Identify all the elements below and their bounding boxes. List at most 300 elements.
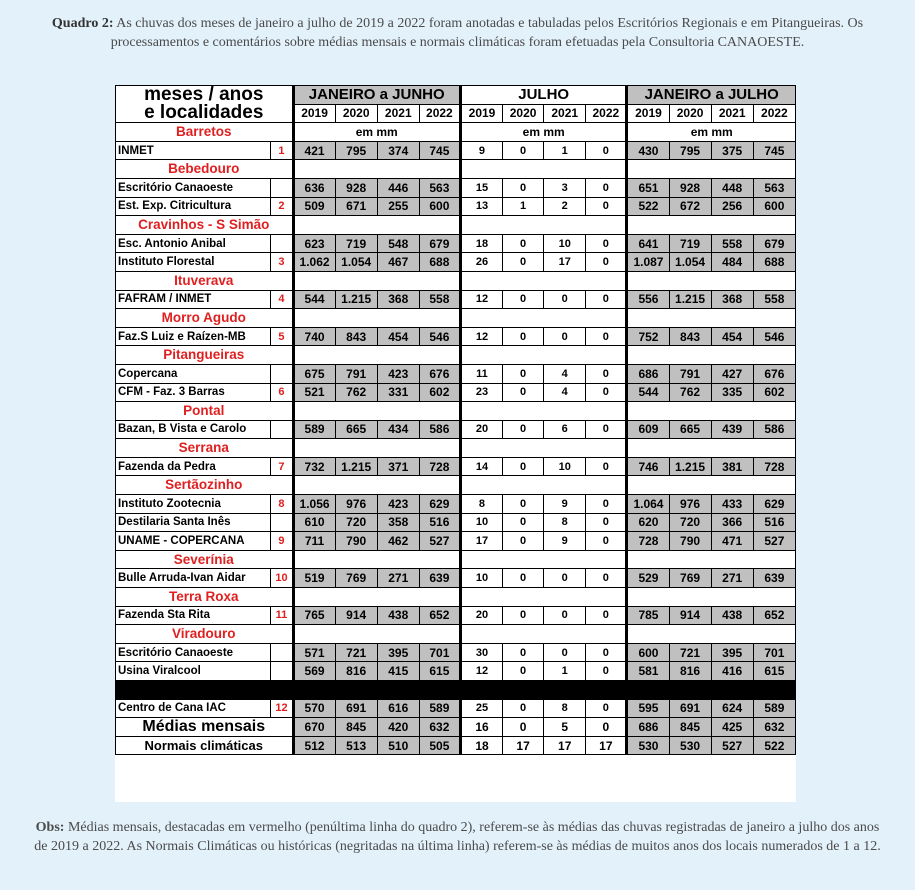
rainfall-value: 569	[293, 662, 335, 681]
unit-cell-jan-jul: em mm	[627, 123, 796, 142]
rainfall-value: 371	[377, 457, 419, 476]
unit-cell-jan-jul	[627, 476, 796, 495]
location-name: Esc. Antonio Anibal	[116, 234, 271, 253]
year-header: 2019	[627, 104, 669, 123]
rainfall-value: 719	[669, 234, 711, 253]
unit-cell-jan-jul	[627, 271, 796, 290]
table-row	[116, 253, 796, 272]
rainfall-value: 651	[627, 178, 669, 197]
rainfall-value: 415	[377, 662, 419, 681]
rainfall-value: 430	[627, 141, 669, 160]
city-name: Pontal	[116, 402, 294, 421]
city-name: Terra Roxa	[116, 588, 294, 607]
rainfall-value: 0	[503, 290, 544, 309]
rainfall-value: 434	[377, 420, 419, 439]
location-name: Instituto Zootecnia	[116, 495, 271, 514]
separator-line	[116, 681, 796, 700]
rainfall-value: 423	[377, 495, 419, 514]
rainfall-value: 765	[293, 606, 335, 625]
rainfall-value: 3	[544, 178, 586, 197]
rainfall-value: 256	[711, 197, 753, 216]
rainfall-value: 719	[335, 234, 377, 253]
rainfall-value: 462	[377, 532, 419, 551]
rainfall-value: 26	[460, 253, 502, 272]
rainfall-value: 720	[669, 513, 711, 532]
rainfall-value: 1.087	[627, 253, 669, 272]
unit-cell-jan-jul	[627, 309, 796, 328]
rainfall-value: 5	[544, 718, 586, 737]
rainfall-value: 368	[711, 290, 753, 309]
city-name: Bebedouro	[116, 160, 294, 179]
rainfall-value: 914	[669, 606, 711, 625]
rainfall-value: 1	[503, 197, 544, 216]
obs-label: Obs:	[35, 820, 65, 835]
rainfall-value: 20	[460, 606, 502, 625]
location-name: Escritório Canaoeste	[116, 643, 271, 662]
rainfall-value: 15	[460, 178, 502, 197]
rainfall-value: 438	[377, 606, 419, 625]
rainfall-value: 586	[753, 420, 795, 439]
rainfall-value: 521	[293, 383, 335, 402]
rainfall-value: 381	[711, 457, 753, 476]
rainfall-value: 609	[627, 420, 669, 439]
unit-cell-jan-jun	[293, 309, 460, 328]
period-header: JANEIRO a JULHO	[627, 86, 796, 105]
rainfall-value: 728	[419, 457, 460, 476]
rainfall-table-image	[115, 85, 796, 802]
rainfall-value: 620	[627, 513, 669, 532]
location-name: Bazan, B Vista e Carolo	[116, 420, 271, 439]
table-row	[116, 383, 796, 402]
location-number: 8	[271, 495, 293, 514]
rainfall-value: 10	[460, 513, 502, 532]
location-number: 6	[271, 383, 293, 402]
rainfall-value: 0	[503, 513, 544, 532]
rainfall-value: 762	[669, 383, 711, 402]
table-row	[116, 662, 796, 681]
rainfall-value: 641	[627, 234, 669, 253]
rainfall-value: 546	[419, 327, 460, 346]
rainfall-value: 0	[544, 569, 586, 588]
city-row	[116, 625, 796, 644]
header-title: meses / anos	[116, 86, 294, 105]
rainfall-value: 762	[335, 383, 377, 402]
rainfall-value: 0	[503, 718, 544, 737]
city-row	[116, 123, 796, 142]
rainfall-value: 688	[753, 253, 795, 272]
rainfall-value: 0	[544, 643, 586, 662]
rainfall-value: 516	[419, 513, 460, 532]
rainfall-value: 421	[293, 141, 335, 160]
rainfall-value: 790	[335, 532, 377, 551]
rainfall-value: 454	[711, 327, 753, 346]
rainfall-value: 732	[293, 457, 335, 476]
rainfall-value: 795	[335, 141, 377, 160]
location-number	[271, 662, 293, 681]
city-row	[116, 216, 796, 235]
table-row	[116, 290, 796, 309]
unit-cell-jul	[460, 550, 626, 569]
rainfall-value: 0	[503, 383, 544, 402]
unit-cell-jan-jul	[627, 346, 796, 365]
rainfall-value: 4	[544, 364, 586, 383]
rainfall-value: 686	[627, 364, 669, 383]
table-caption	[30, 14, 885, 52]
unit-cell-jul	[460, 625, 626, 644]
rainfall-value: 510	[377, 736, 419, 755]
location-number	[271, 643, 293, 662]
rainfall-value: 0	[586, 253, 627, 272]
rainfall-value: 0	[503, 606, 544, 625]
rainfall-value: 570	[293, 699, 335, 718]
table-row	[116, 606, 796, 625]
table-row	[116, 197, 796, 216]
rainfall-value: 10	[544, 457, 586, 476]
rainfall-value: 448	[711, 178, 753, 197]
rainfall-value: 12	[460, 327, 502, 346]
rainfall-value: 1.062	[293, 253, 335, 272]
rainfall-value: 769	[335, 569, 377, 588]
rainfall-value: 563	[753, 178, 795, 197]
rainfall-value: 623	[293, 234, 335, 253]
rainfall-value: 366	[711, 513, 753, 532]
rainfall-value: 0	[586, 178, 627, 197]
unit-cell-jul	[460, 216, 626, 235]
rainfall-value: 0	[586, 197, 627, 216]
period-header: JANEIRO a JUNHO	[293, 86, 460, 105]
unit-cell-jan-jul	[627, 550, 796, 569]
location-number	[271, 234, 293, 253]
rainfall-value: 0	[586, 718, 627, 737]
rainfall-value: 17	[544, 736, 586, 755]
rainfall-value: 446	[377, 178, 419, 197]
rainfall-value: 665	[335, 420, 377, 439]
rainfall-value: 423	[377, 364, 419, 383]
rainfall-value: 1.054	[335, 253, 377, 272]
rainfall-value: 395	[377, 643, 419, 662]
rainfall-value: 843	[669, 327, 711, 346]
rainfall-value: 0	[544, 606, 586, 625]
year-header: 2022	[586, 104, 627, 123]
rainfall-value: 752	[627, 327, 669, 346]
unit-cell-jan-jun	[293, 216, 460, 235]
rainfall-value: 679	[753, 234, 795, 253]
rainfall-value: 843	[335, 327, 377, 346]
table-row	[116, 234, 796, 253]
rainfall-value: 11	[460, 364, 502, 383]
rainfall-value: 629	[753, 495, 795, 514]
location-number: 12	[271, 699, 293, 718]
rainfall-value: 679	[419, 234, 460, 253]
rainfall-value: 10	[460, 569, 502, 588]
rainfall-value: 0	[503, 495, 544, 514]
rainfall-value: 652	[753, 606, 795, 625]
rainfall-value: 519	[293, 569, 335, 588]
rainfall-value: 624	[711, 699, 753, 718]
rainfall-value: 0	[544, 290, 586, 309]
rainfall-value: 375	[711, 141, 753, 160]
rainfall-value: 12	[460, 290, 502, 309]
rainfall-value: 1.064	[627, 495, 669, 514]
rainfall-value: 600	[419, 197, 460, 216]
rainfall-value: 581	[627, 662, 669, 681]
rainfall-value: 516	[753, 513, 795, 532]
rainfall-value: 454	[377, 327, 419, 346]
rainfall-value: 30	[460, 643, 502, 662]
rainfall-value: 548	[377, 234, 419, 253]
location-number: 2	[271, 197, 293, 216]
location-number: 5	[271, 327, 293, 346]
unit-cell-jan-jul	[627, 160, 796, 179]
rainfall-value: 816	[669, 662, 711, 681]
rainfall-value: 0	[586, 643, 627, 662]
city-row	[116, 439, 796, 458]
rainfall-value: 589	[753, 699, 795, 718]
rainfall-value: 976	[669, 495, 711, 514]
rainfall-value: 513	[335, 736, 377, 755]
unit-cell-jul	[460, 346, 626, 365]
rainfall-value: 8	[544, 699, 586, 718]
unit-cell-jan-jun	[293, 271, 460, 290]
rainfall-value: 928	[669, 178, 711, 197]
rainfall-value: 0	[586, 532, 627, 551]
rainfall-value: 25	[460, 699, 502, 718]
rainfall-value: 745	[753, 141, 795, 160]
rainfall-value: 467	[377, 253, 419, 272]
rainfall-value: 9	[544, 495, 586, 514]
location-number: 11	[271, 606, 293, 625]
rainfall-value: 17	[586, 736, 627, 755]
rainfall-value: 271	[711, 569, 753, 588]
city-name: Serrana	[116, 439, 294, 458]
location-name: Escritório Canaoeste	[116, 178, 271, 197]
city-row	[116, 588, 796, 607]
rainfall-value: 0	[544, 327, 586, 346]
rainfall-value: 691	[669, 699, 711, 718]
rainfall-table	[115, 85, 796, 755]
location-name: Centro de Cana IAC	[116, 699, 271, 718]
location-name: Bulle Arruda-Ivan Aidar	[116, 569, 271, 588]
rainfall-value: 795	[669, 141, 711, 160]
rainfall-value: 18	[460, 234, 502, 253]
rainfall-value: 0	[586, 234, 627, 253]
rainfall-value: 785	[627, 606, 669, 625]
rainfall-value: 0	[503, 253, 544, 272]
rainfall-value: 17	[460, 532, 502, 551]
rainfall-value: 1.054	[669, 253, 711, 272]
year-header: 2022	[753, 104, 795, 123]
location-number	[271, 513, 293, 532]
location-name: Copercana	[116, 364, 271, 383]
city-row	[116, 476, 796, 495]
rainfall-value: 0	[586, 327, 627, 346]
table-row	[116, 141, 796, 160]
rainfall-value: 602	[419, 383, 460, 402]
rainfall-value: 728	[753, 457, 795, 476]
location-number: 3	[271, 253, 293, 272]
rainfall-value: 691	[335, 699, 377, 718]
rainfall-value: 2	[544, 197, 586, 216]
rainfall-value: 0	[503, 364, 544, 383]
rainfall-value: 20	[460, 420, 502, 439]
rainfall-value: 652	[419, 606, 460, 625]
unit-cell-jan-jul	[627, 216, 796, 235]
rainfall-value: 13	[460, 197, 502, 216]
location-number: 4	[271, 290, 293, 309]
rainfall-value: 420	[377, 718, 419, 737]
rainfall-value: 527	[419, 532, 460, 551]
location-number: 1	[271, 141, 293, 160]
unit-cell-jul: em mm	[460, 123, 626, 142]
rainfall-value: 527	[711, 736, 753, 755]
location-name: Est. Exp. Citricultura	[116, 197, 271, 216]
rainfall-value: 0	[503, 569, 544, 588]
rainfall-value: 665	[669, 420, 711, 439]
rainfall-value: 18	[460, 736, 502, 755]
rainfall-value: 632	[753, 718, 795, 737]
rainfall-value: 255	[377, 197, 419, 216]
rainfall-value: 914	[335, 606, 377, 625]
rainfall-value: 509	[293, 197, 335, 216]
rainfall-value: 720	[335, 513, 377, 532]
rainfall-value: 374	[377, 141, 419, 160]
location-name: Faz.S Luiz e Raízen-MB	[116, 327, 271, 346]
rainfall-value: 558	[419, 290, 460, 309]
year-header: 2021	[377, 104, 419, 123]
location-name: INMET	[116, 141, 271, 160]
rainfall-value: 17	[544, 253, 586, 272]
location-name: FAFRAM / INMET	[116, 290, 271, 309]
year-header: 2019	[460, 104, 502, 123]
table-row	[116, 364, 796, 383]
unit-cell-jan-jun	[293, 476, 460, 495]
location-number	[271, 364, 293, 383]
rainfall-value: 845	[669, 718, 711, 737]
rainfall-value: 1	[544, 662, 586, 681]
caption-text: As chuvas dos meses de janeiro a julho de 2019 a 2022 foram anotadas e tabuladas pelos Escritórios Regionais e em Pitangueiras. Os processamentos e comentários sobre médias mensais e normais climáticas foram efetuadas pela Consultoria CANAOESTE.	[110, 16, 864, 50]
table-row	[116, 495, 796, 514]
rainfall-value: 544	[293, 290, 335, 309]
rainfall-value: 0	[586, 141, 627, 160]
rainfall-value: 529	[627, 569, 669, 588]
location-name: Fazenda da Pedra	[116, 457, 271, 476]
city-name: Viradouro	[116, 625, 294, 644]
location-name: CFM - Faz. 3 Barras	[116, 383, 271, 402]
rainfall-value: 0	[586, 606, 627, 625]
rainfall-value: 17	[503, 736, 544, 755]
location-number: 7	[271, 457, 293, 476]
location-name: Usina Viralcool	[116, 662, 271, 681]
rainfall-value: 9	[460, 141, 502, 160]
unit-cell-jul	[460, 271, 626, 290]
rainfall-value: 425	[711, 718, 753, 737]
unit-cell-jan-jun	[293, 346, 460, 365]
rainfall-value: 740	[293, 327, 335, 346]
unit-cell-jan-jul	[627, 439, 796, 458]
location-name: Destilaria Santa Inês	[116, 513, 271, 532]
unit-cell-jan-jun	[293, 402, 460, 421]
unit-cell-jan-jun	[293, 625, 460, 644]
year-header: 2021	[711, 104, 753, 123]
rainfall-value: 571	[293, 643, 335, 662]
rainfall-value: 589	[293, 420, 335, 439]
rainfall-value: 701	[753, 643, 795, 662]
year-header: 2020	[669, 104, 711, 123]
rainfall-value: 790	[669, 532, 711, 551]
rainfall-value: 9	[544, 532, 586, 551]
normais-row-label: Normais climáticas	[116, 736, 294, 755]
unit-cell-jan-jun	[293, 550, 460, 569]
rainfall-value: 711	[293, 532, 335, 551]
rainfall-value: 586	[419, 420, 460, 439]
rainfall-value: 0	[586, 383, 627, 402]
medias-row-label: Médias mensais	[116, 718, 294, 737]
rainfall-value: 433	[711, 495, 753, 514]
rainfall-value: 4	[544, 383, 586, 402]
rainfall-value: 0	[503, 234, 544, 253]
header-locations: e localidades	[116, 104, 294, 123]
rainfall-value: 23	[460, 383, 502, 402]
year-header: 2021	[544, 104, 586, 123]
rainfall-value: 471	[711, 532, 753, 551]
rainfall-value: 527	[753, 532, 795, 551]
rainfall-value: 629	[419, 495, 460, 514]
unit-cell-jul	[460, 476, 626, 495]
period-header: JULHO	[460, 86, 626, 105]
rainfall-value: 556	[627, 290, 669, 309]
rainfall-value: 676	[419, 364, 460, 383]
rainfall-value: 746	[627, 457, 669, 476]
rainfall-value: 632	[419, 718, 460, 737]
rainfall-value: 675	[293, 364, 335, 383]
rainfall-value: 6	[544, 420, 586, 439]
rainfall-value: 505	[419, 736, 460, 755]
rainfall-value: 600	[753, 197, 795, 216]
city-row	[116, 402, 796, 421]
rainfall-value: 416	[711, 662, 753, 681]
unit-cell-jan-jun	[293, 160, 460, 179]
rainfall-value: 558	[711, 234, 753, 253]
rainfall-value: 271	[377, 569, 419, 588]
rainfall-value: 0	[503, 420, 544, 439]
city-row	[116, 160, 796, 179]
city-name: Sertãozinho	[116, 476, 294, 495]
observation-note	[30, 818, 885, 856]
obs-text: Médias mensais, destacadas em vermelho (penúltima linha do quadro 2), referem-se às médias das chuvas registradas de janeiro a julho dos anos de 2019 a 2022. As Normais Climáticas ou históricas (negritadas na última linha) referem-se às médias de muitos anos dos locais numerados de 1 a 12.	[34, 820, 881, 854]
table-row	[116, 327, 796, 346]
year-header: 2020	[335, 104, 377, 123]
rainfall-value: 8	[544, 513, 586, 532]
normais-row	[116, 736, 796, 755]
rainfall-value: 636	[293, 178, 335, 197]
rainfall-value: 0	[586, 420, 627, 439]
rainfall-value: 791	[669, 364, 711, 383]
table-row	[116, 569, 796, 588]
rainfall-value: 672	[669, 197, 711, 216]
rainfall-value: 368	[377, 290, 419, 309]
table-row	[116, 178, 796, 197]
rainfall-value: 0	[503, 141, 544, 160]
caption-label: Quadro 2:	[51, 16, 114, 31]
rainfall-value: 670	[293, 718, 335, 737]
year-header: 2020	[503, 104, 544, 123]
year-header: 2022	[419, 104, 460, 123]
rainfall-value: 721	[669, 643, 711, 662]
table-row	[116, 420, 796, 439]
rainfall-value: 0	[503, 699, 544, 718]
location-name: UNAME - COPERCANA	[116, 532, 271, 551]
table-row	[116, 532, 796, 551]
